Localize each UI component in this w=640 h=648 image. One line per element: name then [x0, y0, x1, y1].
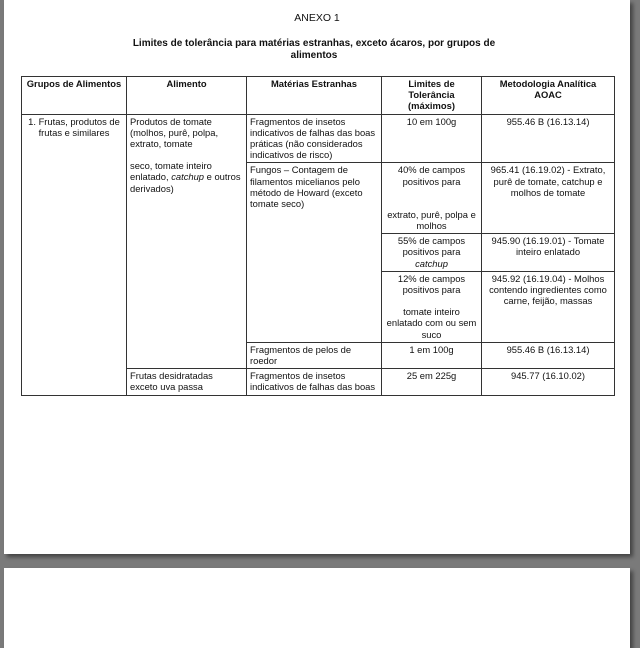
limite-cell: 55% de campos positivos para catchup: [382, 234, 482, 272]
tolerance-table: [21, 76, 615, 396]
header-materias: Matérias Estranhas: [247, 77, 382, 115]
header-metodologia: Metodologia Analítica AOAC: [482, 77, 615, 115]
limite-cell: 1 em 100g: [382, 342, 482, 368]
materia-cell: Fragmentos de insetos indicativos de falhas das boas práticas (não considerados indicativos de risco): [247, 114, 382, 163]
food-cell-dried-fruit: Frutas desidratadas exceto uva passa: [127, 369, 247, 395]
metodo-cell: 965.41 (16.19.02) - Extrato, purê de tomate, catchup e molhos de tomate: [482, 163, 615, 234]
limite-cell: 40% de campos positivos para extrato, purê, polpa e molhos: [382, 163, 482, 234]
annex-title: ANEXO 1: [294, 12, 340, 24]
table-row: [22, 114, 615, 163]
materia-cell: Fragmentos de insetos indicativos de falhas das boas: [247, 369, 382, 395]
metodo-cell: 955.46 B (16.13.14): [482, 114, 615, 163]
document-page: [4, 0, 630, 554]
metodo-cell: 945.92 (16.19.04) - Molhos contendo ingredientes como carne, feijão, massas: [482, 271, 615, 342]
food-cell-tomato: Produtos de tomate (molhos, purê, polpa, extrato, tomate seco, tomate inteiro enlatado, catchup e outros derivados): [127, 114, 247, 369]
metodo-cell: 945.90 (16.19.01) - Tomate inteiro enlatado: [482, 234, 615, 272]
limite-cell: 25 em 225g: [382, 369, 482, 395]
materia-cell: Fragmentos de pelos de roedor: [247, 342, 382, 368]
subtitle-line-2: alimentos: [290, 50, 338, 61]
table-header-row: [22, 77, 615, 115]
header-grupos: Grupos de Alimentos: [22, 77, 127, 115]
next-page: [4, 568, 630, 648]
group-cell: 1. Frutas, produtos de frutas e similares: [22, 114, 127, 395]
materia-cell: Fungos – Contagem de filamentos micelianos pelo método de Howard (exceto tomate seco): [247, 163, 382, 342]
metodo-cell: 945.77 (16.10.02): [482, 369, 615, 395]
subtitle-line-1: Limites de tolerância para matérias estranhas, exceto ácaros, por grupos de: [132, 38, 496, 49]
header-limites: Limites de Tolerância (máximos): [382, 77, 482, 115]
limite-cell: 12% de campos positivos para tomate inteiro enlatado com ou sem suco: [382, 271, 482, 342]
metodo-cell: 955.46 B (16.13.14): [482, 342, 615, 368]
annex-subtitle: [114, 38, 514, 62]
header-alimento: Alimento: [127, 77, 247, 115]
limite-cell: 10 em 100g: [382, 114, 482, 163]
